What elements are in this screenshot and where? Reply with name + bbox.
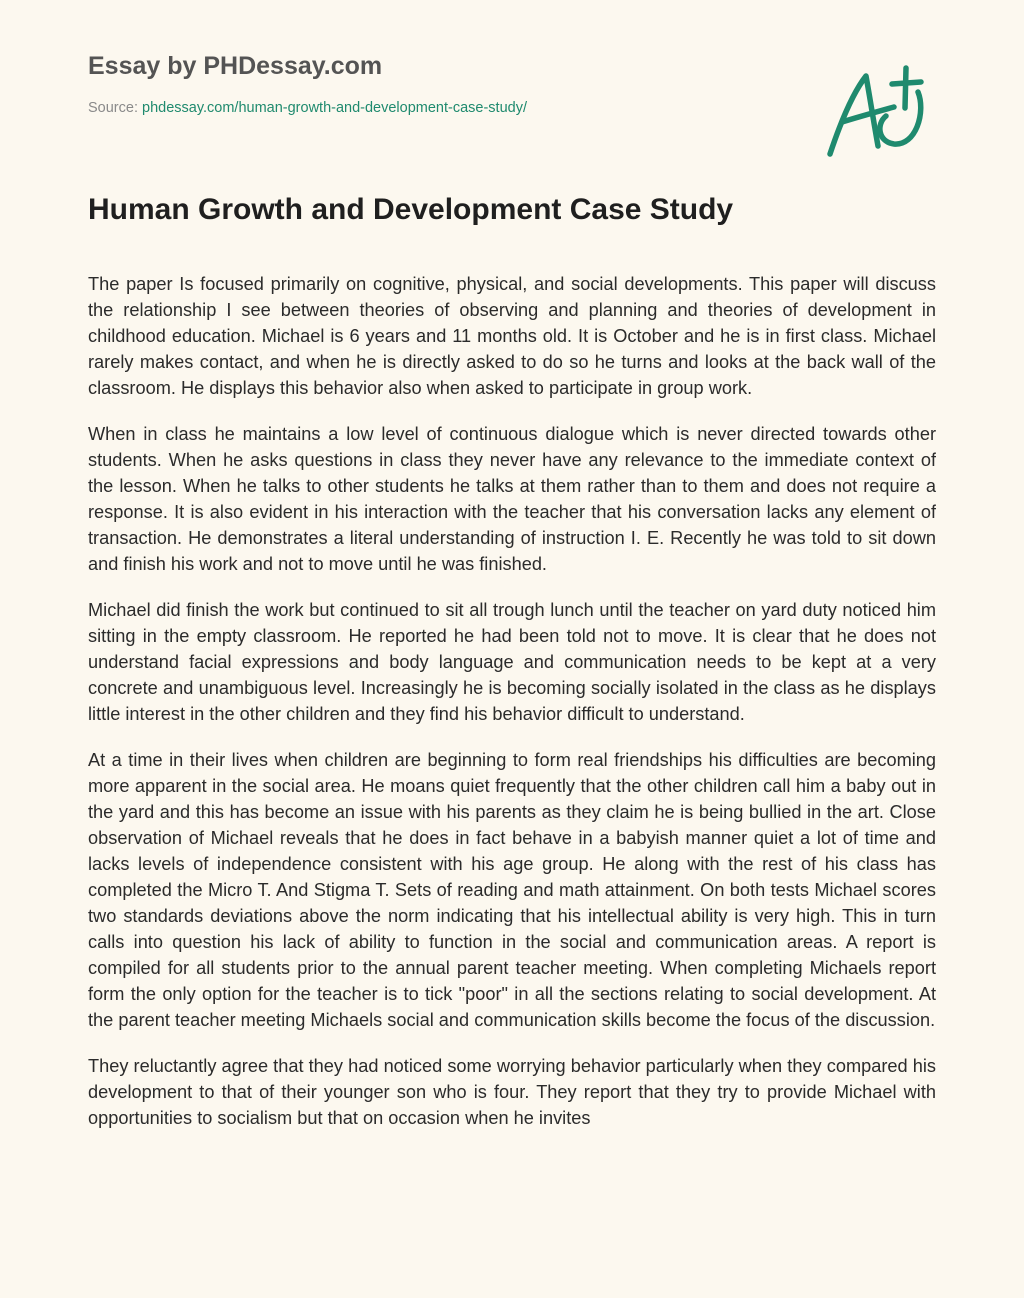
- a-plus-grade-icon: [822, 62, 930, 162]
- page-header: [88, 48, 788, 118]
- paragraph: They reluctantly agree that they had noticed some worrying behavior particularly when they compared his development to that of their younger son who is four. They report that they try to provide Michael with opportunities to socialism but that on occasion when he invites: [88, 1056, 936, 1128]
- page-title: Human Growth and Development Case Study: [88, 193, 734, 226]
- essay-body: [88, 271, 936, 1247]
- source-link[interactable]: phdessay.com/human-growth-and-development-case-study/: [142, 100, 527, 116]
- paragraph: The paper Is focused primarily on cognitive, physical, and social developments. This paper will discuss the relationship I see between theories of observing and planning and theories of development in childhood education. Michael is 6 years and 11 months old. It is October and he is in first class. Michael rarely makes contact, and when he is directly asked to do so he turns and looks at the back wall of the classroom. He displays this behavior also when asked to participate in group work.: [88, 274, 936, 398]
- source-line: [88, 98, 788, 118]
- source-label: Source:: [88, 100, 142, 116]
- paragraph: Michael did finish the work but continued to sit all trough lunch until the teacher on yard duty noticed him sitting in the empty classroom. He reported he had been told not to move. It is clear that he does not understand facial expressions and body language and communication needs to be kept at a very concrete and unambiguous level. Increasingly he is becoming socially isolated in the class as he displays little interest in the other children and they find his behavior difficult to understand.: [88, 600, 936, 724]
- site-brand: Essay by PHDessay.com: [88, 52, 383, 80]
- paragraph: When in class he maintains a low level of continuous dialogue which is never directed towards other students. When he asks questions in class they never have any relevance to the immediate context of the lesson. When he talks to other students he talks at them rather than to them and does not require a response. It is also evident in his interaction with the teacher that his conversation lacks any element of transaction. He demonstrates a literal understanding of instruction I. E. Recently he was told to sit down and finish his work and not to move until he was finished.: [88, 424, 936, 574]
- paragraph: At a time in their lives when children are beginning to form real friendships his difficulties are becoming more apparent in the social area. He moans quiet frequently that the other children call him a baby out in the yard and this has become an issue with his parents as they claim he is being bullied in the art. Close observation of Michael reveals that he does in fact behave in a babyish manner quiet a lot of time and lacks levels of independence consistent with his age group. He along with the rest of his class has completed the Micro T. And Stigma T. Sets of reading and math attainment. On both tests Michael scores two standards deviations above the norm indicating that his intellectual ability is very high. This in turn calls into question his lack of ability to function in the social and communication areas. A report is compiled for all students prior to the annual parent teacher meeting. When completing Michaels report form the only option for the teacher is to tick "poor" in all the sections relating to social development. At the parent teacher meeting Michaels social and communication skills become the focus of the discussion.: [88, 750, 936, 1030]
